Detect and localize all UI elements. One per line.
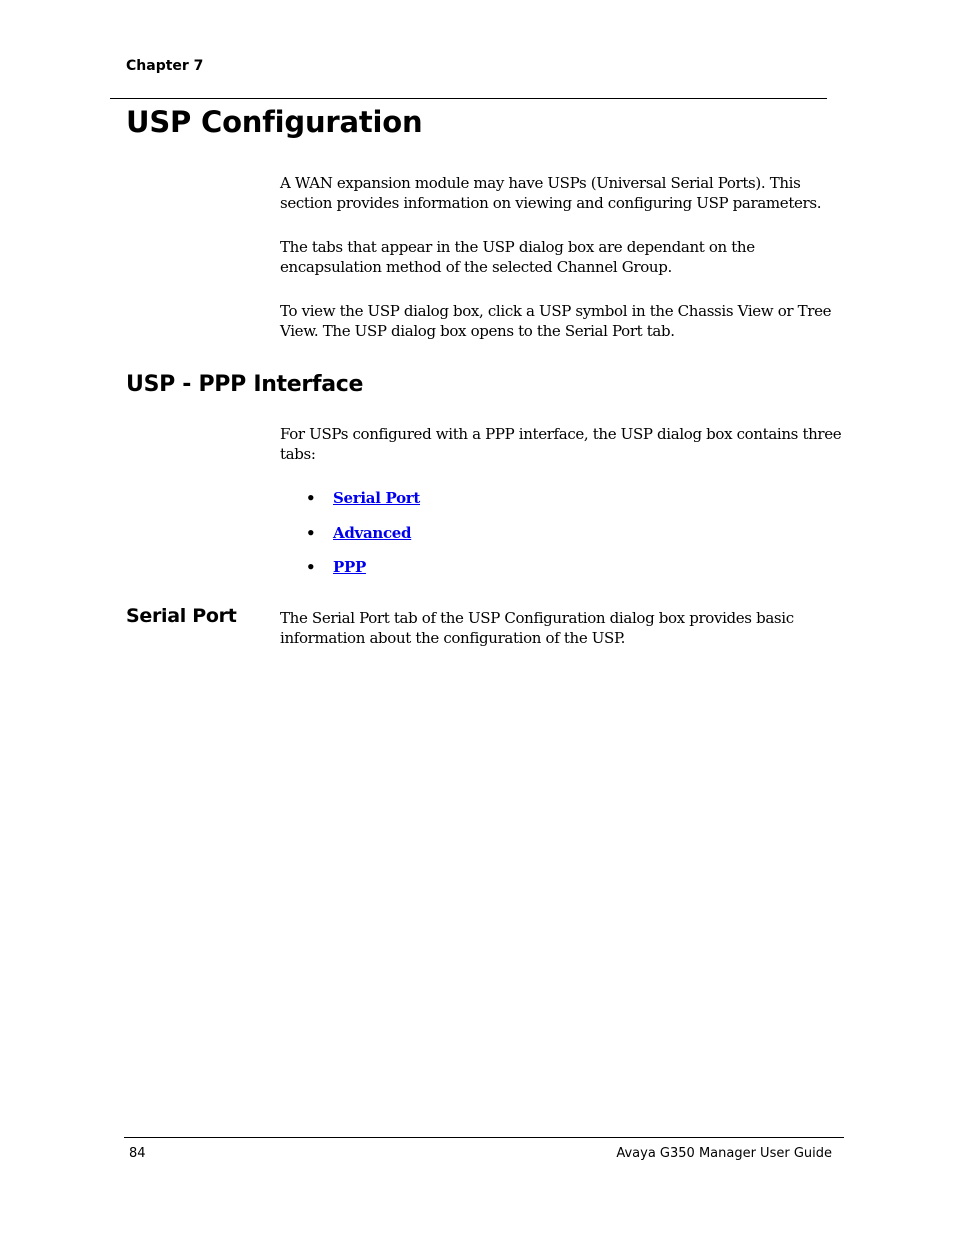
bullet-icon: •: [306, 558, 316, 576]
bullet-icon: •: [306, 523, 316, 542]
page-title: USP Configuration: [126, 105, 423, 139]
page-number: 84: [129, 1146, 146, 1161]
guide-title: Avaya G350 Manager User Guide: [616, 1146, 832, 1161]
section-heading-ppp-interface: USP - PPP Interface: [126, 372, 364, 397]
advanced-link[interactable]: Advanced: [333, 523, 412, 542]
intro-paragraph-2: The tabs that appear in the USP dialog box are dependant on the encapsulation method of the selected Channel Group.: [280, 238, 755, 276]
chapter-label: Chapter 7: [126, 58, 204, 74]
footer-divider: [124, 1137, 844, 1138]
serial-port-paragraph: The Serial Port tab of the USP Configuration dialog box provides basic information about the configuration of the USP.: [280, 609, 794, 647]
header-divider: [110, 98, 827, 99]
bullet-icon: •: [306, 489, 316, 507]
intro-paragraph-1: A WAN expansion module may have USPs (Universal Serial Ports). This section provides information on viewing and configuring USP parameters.: [280, 174, 822, 212]
subsection-heading-serial-port: Serial Port: [126, 605, 237, 627]
serial-port-link[interactable]: Serial Port: [333, 489, 421, 507]
intro-paragraph-3: To view the USP dialog box, click a USP symbol in the Chassis View or Tree View. The USP dialog box opens to the Serial Port tab.: [280, 302, 832, 340]
ppp-link[interactable]: PPP: [333, 558, 366, 576]
ppp-intro-paragraph: For USPs configured with a PPP interface, the USP dialog box contains three tabs:: [280, 425, 842, 463]
